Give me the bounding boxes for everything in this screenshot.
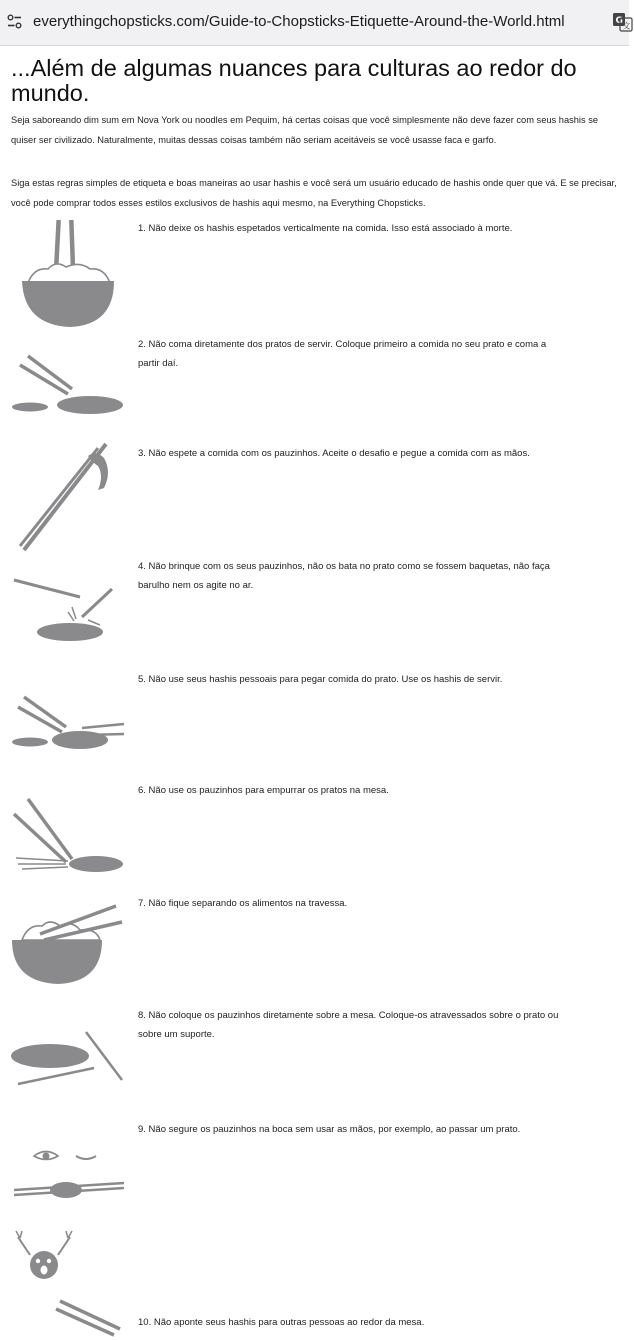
url-text[interactable]: everythingchopsticks.com/Guide-to-Chopsticks-Etiquette-Around-the-World.html: [33, 13, 565, 30]
address-bar[interactable]: [0, 0, 629, 46]
rule-item: [0, 442, 629, 552]
chopsticks-on-table-icon: [0, 1002, 130, 1112]
rule-text: 9. Não segure os pauzinhos na boca sem usar as mãos, por exemplo, ao passar um prato.: [138, 1124, 521, 1135]
rule-text: 3. Não espete a comida com os pauzinhos. Aceite o desafio e pegue a comida com as mãos.: [138, 448, 530, 459]
chopsticks-tapping-plate-icon: [0, 555, 130, 667]
rice-bowl-standing-chopsticks-icon: [0, 217, 130, 329]
rule-item: [0, 892, 629, 1002]
chopsticks-in-mouth-icon: [0, 1115, 130, 1225]
picking-through-bowl-icon: [0, 892, 130, 1002]
rule-text: 7. Não fique separando os alimentos na travessa.: [138, 898, 348, 909]
svg-text:G: G: [615, 16, 623, 26]
svg-text:文: 文: [622, 21, 631, 31]
rule-text: 10. Não aponte seus hashis para outras pessoas ao redor da mesa.: [138, 1317, 425, 1328]
intro-paragraph: Seja saboreando dim sum em Nova York ou noodles em Pequim, há certas coisas que você simplesmente não deve fazer com seus hashis se quiser ser civilizado. Naturalmente, muitas dessas coisas também não seriam aceitáveis se você usasse faca e garfo.: [11, 115, 599, 145]
skewered-food-icon: [0, 442, 130, 554]
article: [0, 45, 629, 1340]
rule-text: 2. Não coma diretamente dos pratos de servir. Coloque primeiro a comida no seu prato e coma a partir daí.: [138, 339, 547, 369]
rule-text: 5. Não use seus hashis pessoais para pegar comida do prato. Use os hashis de servir.: [138, 674, 503, 685]
rule-text: 4. Não brinque com os seus pauzinhos, não os bata no prato como se fossem baquetas, não faça barulho nem os agite no ar.: [138, 561, 550, 591]
article-heading: ...Além de algumas nuances para culturas ao redor do mundo.: [11, 55, 577, 106]
rule-text: 1. Não deixe os hashis espetados verticalmente na comida. Isso está associado à morte.: [138, 223, 513, 234]
rule-text: 6. Não use os pauzinhos para empurrar os pratos na mesa.: [138, 785, 389, 796]
rule-text: 8. Não coloque os pauzinhos diretamente sobre a mesa. Coloque-os atravessados sobre o prato ou sobre um suporte.: [138, 1010, 559, 1040]
rule-item: [0, 667, 629, 777]
rule-item: [0, 555, 629, 665]
chopsticks-serving-plate-icon: [0, 332, 130, 442]
rule-item: [0, 1115, 629, 1225]
rules-paragraph: Siga estas regras simples de etiqueta e boas maneiras ao usar hashis e você será um usuário educado de hashis onde quer que vá. E se precisar, você pode comprar todos esses estilos exclusivos de hashis aqui mesmo, na Everything Chopsticks.: [11, 178, 617, 208]
rule-item: [0, 779, 629, 889]
pushing-plate-icon: [0, 779, 130, 889]
rule-item: [0, 1225, 629, 1335]
translate-icon[interactable]: [612, 12, 634, 32]
pointing-at-person-icon: [0, 1225, 130, 1340]
rule-item: [0, 332, 629, 442]
tune-icon[interactable]: [6, 13, 23, 30]
personal-chopsticks-plate-icon: [0, 667, 130, 777]
rule-item: [0, 1002, 629, 1112]
rule-item: [0, 217, 629, 327]
